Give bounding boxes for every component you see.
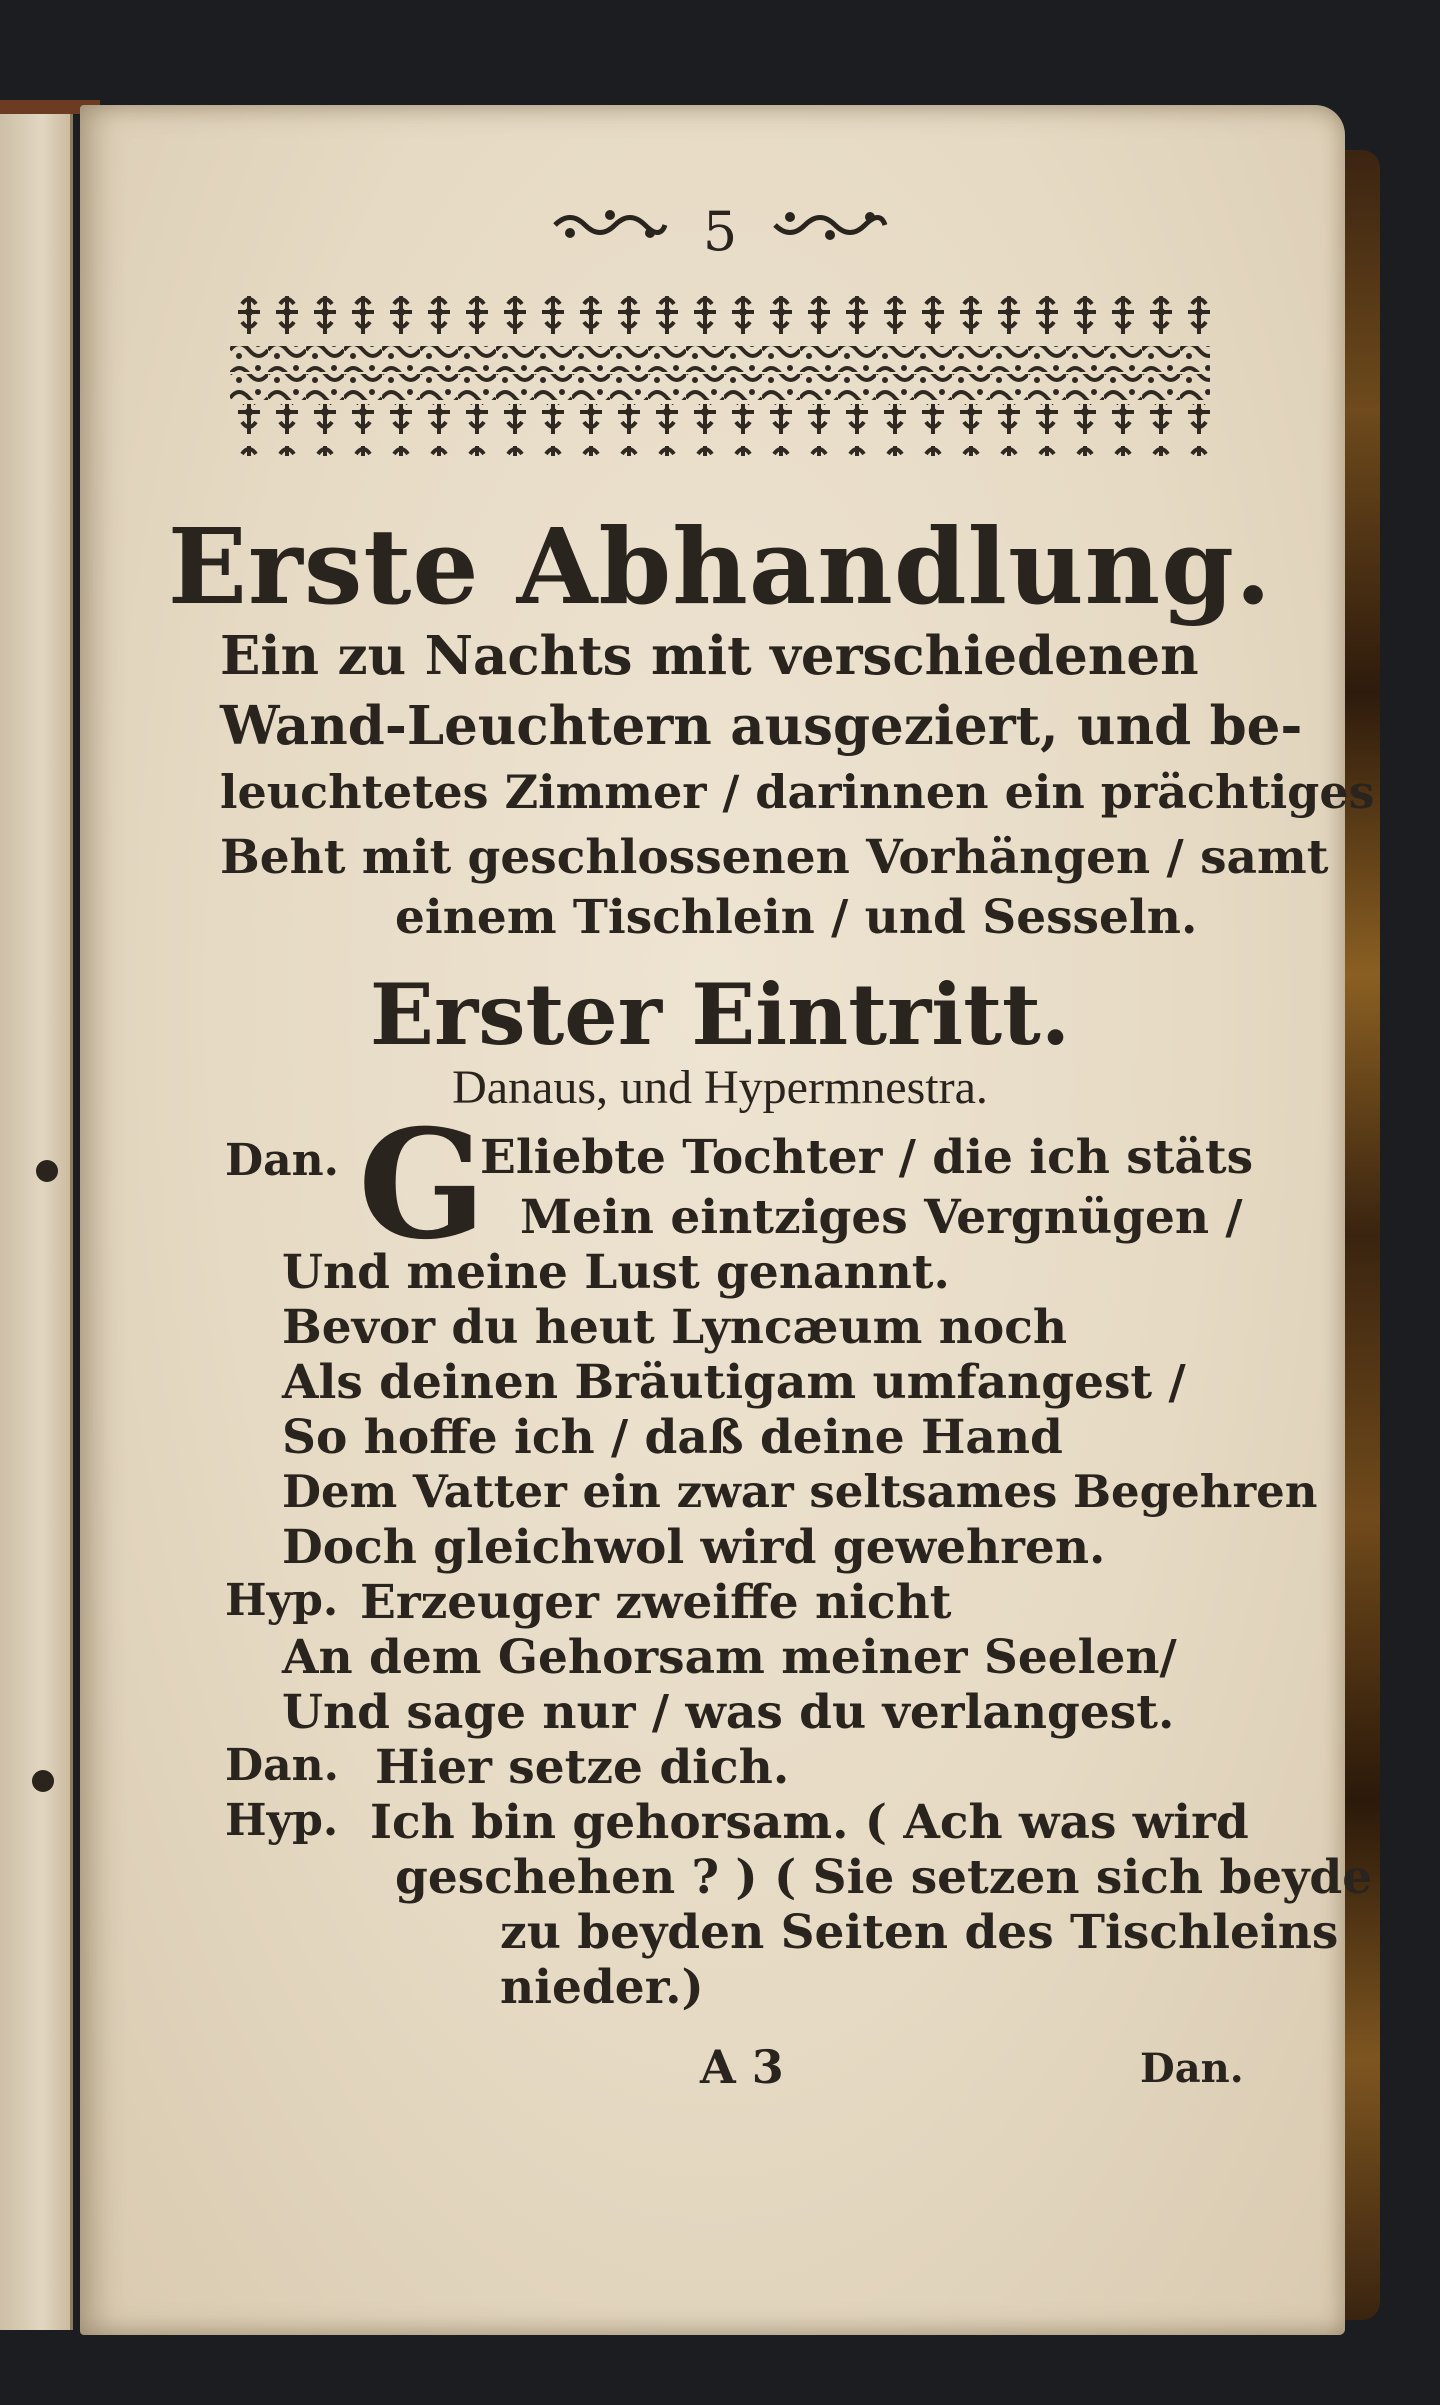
act-heading: Erste Abhandlung. (167, 505, 1273, 628)
verse-line: Und sage nur / was du verlangest. (282, 1685, 1175, 1740)
signature-mark: A 3 (700, 2040, 784, 2094)
scene-heading: Erster Eintritt. (369, 965, 1071, 1064)
scene-line-1: Ein zu Nachts mit verschiedenen (220, 625, 1199, 687)
drop-capital: G (358, 1097, 487, 1273)
scene-line-2: Wand-Leuchtern ausgeziert, und be- (220, 695, 1303, 757)
scene-line-5: einem Tischlein / und Sesseln. (395, 890, 1198, 945)
right-ornament-icon (770, 205, 890, 245)
verse-line: zu beyden Seiten des Tischleins (500, 1905, 1339, 1960)
persons-line: Danaus, und Hypermnestra. (452, 1061, 988, 1114)
speaker-label: Hyp. (225, 1575, 339, 1626)
speaker-label: Dan. (225, 1135, 339, 1186)
verse-line: Hier setze dich. (375, 1740, 790, 1795)
verse-line: Bevor du heut Lyncæum noch (282, 1300, 1068, 1355)
verse-line: Ich bin gehorsam. ( Ach was wird (370, 1795, 1249, 1850)
verse-line: geschehen ? ) ( Sie setzen sich beyde (395, 1850, 1373, 1905)
verse-line: Als deinen Bräutigam umfangest / (282, 1355, 1186, 1410)
speaker-label: Dan. (225, 1740, 339, 1791)
verse-line: An dem Gehorsam meiner Seelen/ (282, 1630, 1177, 1685)
scene-line-4: Beht mit geschlossenen Vorhängen / samt (220, 830, 1329, 885)
verse-line: Eliebte Tochter / die ich stäts (480, 1130, 1254, 1185)
verse-line: Doch gleichwol wird gewehren. (282, 1520, 1106, 1575)
verse-line: So hoffe ich / daß deine Hand (282, 1410, 1063, 1465)
decorative-headpiece (230, 290, 1210, 460)
catchword: Dan. (1140, 2045, 1244, 2092)
verse-line: nieder.) (500, 1960, 704, 2015)
speaker-label: Hyp. (225, 1795, 339, 1846)
verse-line: Mein eintziges Vergnügen / (520, 1190, 1243, 1245)
page-number: 5 (702, 200, 738, 263)
verse-line: Erzeuger zweiffe nicht (360, 1575, 952, 1630)
scene-line-3: leuchtetes Zimmer / darinnen ein prächtiges (220, 765, 1375, 819)
verse-line: Und meine Lust genannt. (282, 1245, 950, 1300)
verse-line: Dem Vatter ein zwar seltsames Begehren (282, 1465, 1318, 1518)
previous-page-edge (0, 100, 73, 2330)
binding-hole (32, 1770, 54, 1792)
binding-hole (36, 1160, 58, 1182)
